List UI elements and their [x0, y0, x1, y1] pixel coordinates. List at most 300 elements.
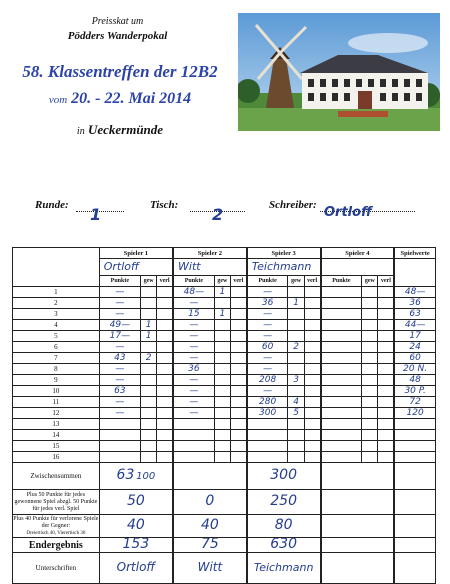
- won-cell[interactable]: [140, 452, 156, 463]
- won-cell[interactable]: [214, 353, 230, 364]
- lost-cell[interactable]: [304, 287, 320, 298]
- won-value: 5: [293, 407, 299, 418]
- won-cell[interactable]: [362, 298, 378, 309]
- lost-cell[interactable]: [157, 287, 173, 298]
- lost-cell[interactable]: [304, 353, 320, 364]
- plus50-cell[interactable]: [321, 490, 395, 515]
- player-name-cell[interactable]: [99, 259, 173, 276]
- points-cell[interactable]: [321, 309, 362, 320]
- lost-cell[interactable]: [378, 364, 394, 375]
- lost-cell[interactable]: [230, 331, 246, 342]
- points-cell[interactable]: [247, 452, 288, 463]
- points-cell[interactable]: [173, 441, 214, 452]
- zwischen-p1: 63: [116, 466, 135, 483]
- points-cell[interactable]: [321, 320, 362, 331]
- points-cell[interactable]: [247, 419, 288, 430]
- won-cell[interactable]: [214, 397, 230, 408]
- plus50-p3: 250: [270, 492, 297, 509]
- won-cell[interactable]: [362, 386, 378, 397]
- points-cell[interactable]: [173, 309, 214, 320]
- lost-cell[interactable]: [230, 430, 246, 441]
- lost-cell[interactable]: [230, 342, 246, 353]
- points-cell[interactable]: [321, 353, 362, 364]
- round-number: 10: [13, 386, 100, 397]
- points-header: Punkte: [99, 276, 140, 287]
- lost-cell[interactable]: [304, 331, 320, 342]
- won-cell[interactable]: [362, 430, 378, 441]
- points-cell[interactable]: [173, 397, 214, 408]
- spielwert-cell[interactable]: [394, 452, 435, 463]
- zwischen-cell[interactable]: [321, 463, 395, 490]
- won-cell[interactable]: [288, 353, 304, 364]
- lost-cell[interactable]: [378, 309, 394, 320]
- spielwert-cell[interactable]: [394, 309, 435, 320]
- zwischen-cell[interactable]: [247, 463, 321, 490]
- spielwerte-header: Spielwerte: [394, 248, 435, 259]
- spielwert-cell[interactable]: [394, 397, 435, 408]
- zwischen-p1b: 100: [136, 470, 156, 482]
- won-value: 1: [145, 330, 152, 341]
- points-cell[interactable]: [99, 309, 140, 320]
- lost-cell[interactable]: [304, 430, 320, 441]
- points-cell[interactable]: [321, 331, 362, 342]
- points-cell[interactable]: [99, 353, 140, 364]
- won-cell[interactable]: [288, 452, 304, 463]
- lost-cell[interactable]: [157, 441, 173, 452]
- points-cell[interactable]: [321, 287, 362, 298]
- points-header: Punkte: [321, 276, 362, 287]
- lost-cell[interactable]: [157, 353, 173, 364]
- game-row: [13, 298, 436, 309]
- won-cell[interactable]: [214, 441, 230, 452]
- plus40-cell[interactable]: [99, 515, 173, 538]
- won-cell[interactable]: [214, 408, 230, 419]
- lost-cell[interactable]: [304, 386, 320, 397]
- points-cell[interactable]: [247, 287, 288, 298]
- lost-cell[interactable]: [230, 287, 246, 298]
- points-cell[interactable]: [173, 353, 214, 364]
- round-number: 7: [13, 353, 100, 364]
- won-cell[interactable]: [362, 375, 378, 386]
- won-cell[interactable]: [140, 375, 156, 386]
- lost-cell[interactable]: [378, 287, 394, 298]
- points-cell[interactable]: [99, 342, 140, 353]
- lost-cell[interactable]: [157, 419, 173, 430]
- spielwert-cell[interactable]: [394, 320, 435, 331]
- points-cell[interactable]: [99, 408, 140, 419]
- won-cell[interactable]: [140, 298, 156, 309]
- lost-cell[interactable]: [230, 441, 246, 452]
- lost-cell[interactable]: [157, 452, 173, 463]
- lost-cell[interactable]: [378, 441, 394, 452]
- lost-cell[interactable]: [304, 452, 320, 463]
- points-cell[interactable]: [173, 375, 214, 386]
- points-cell[interactable]: [173, 452, 214, 463]
- points-cell[interactable]: [99, 386, 140, 397]
- points-cell[interactable]: [99, 320, 140, 331]
- game-row: [13, 309, 436, 320]
- end-cell[interactable]: [99, 538, 173, 553]
- points-cell[interactable]: [247, 298, 288, 309]
- points-cell[interactable]: [173, 298, 214, 309]
- lost-cell[interactable]: [378, 452, 394, 463]
- won-cell[interactable]: [288, 375, 304, 386]
- points-value: —: [115, 363, 125, 374]
- end-cell[interactable]: [173, 538, 247, 553]
- won-cell[interactable]: [214, 364, 230, 375]
- won-cell[interactable]: [362, 408, 378, 419]
- spielwert-cell[interactable]: [394, 353, 435, 364]
- points-cell[interactable]: [99, 331, 140, 342]
- points-cell[interactable]: [173, 430, 214, 441]
- won-header: gew: [288, 276, 304, 287]
- points-cell[interactable]: [99, 298, 140, 309]
- round-number: 14: [13, 430, 100, 441]
- lost-cell[interactable]: [230, 408, 246, 419]
- won-cell[interactable]: [288, 386, 304, 397]
- points-cell[interactable]: [321, 430, 362, 441]
- won-header: gew: [140, 276, 156, 287]
- lost-cell[interactable]: [230, 309, 246, 320]
- lost-cell[interactable]: [304, 408, 320, 419]
- points-value: —: [189, 341, 199, 352]
- points-cell[interactable]: [321, 419, 362, 430]
- points-cell[interactable]: [173, 320, 214, 331]
- lost-cell[interactable]: [157, 408, 173, 419]
- won-cell[interactable]: [362, 320, 378, 331]
- points-cell[interactable]: [321, 375, 362, 386]
- points-value: —: [115, 308, 125, 319]
- won-cell[interactable]: [288, 320, 304, 331]
- points-header: Punkte: [247, 276, 288, 287]
- won-cell[interactable]: [288, 342, 304, 353]
- points-cell[interactable]: [173, 287, 214, 298]
- points-cell[interactable]: [173, 364, 214, 375]
- points-value: —: [189, 352, 199, 363]
- won-cell[interactable]: [140, 320, 156, 331]
- won-cell[interactable]: [140, 441, 156, 452]
- won-cell[interactable]: [214, 298, 230, 309]
- points-cell[interactable]: [173, 408, 214, 419]
- sign-cell[interactable]: [173, 553, 247, 584]
- game-row: [13, 441, 436, 452]
- won-cell[interactable]: [362, 287, 378, 298]
- points-value: —: [115, 407, 125, 418]
- points-cell[interactable]: [173, 342, 214, 353]
- won-cell[interactable]: [140, 342, 156, 353]
- won-cell[interactable]: [288, 364, 304, 375]
- points-value: —: [189, 396, 199, 407]
- lost-cell[interactable]: [304, 375, 320, 386]
- lost-cell[interactable]: [378, 430, 394, 441]
- lost-cell[interactable]: [157, 430, 173, 441]
- won-cell[interactable]: [140, 397, 156, 408]
- lost-cell[interactable]: [304, 364, 320, 375]
- spielwert-value: 48—: [404, 286, 426, 297]
- lost-cell[interactable]: [378, 375, 394, 386]
- spielwert-value: 20 N.: [403, 363, 428, 374]
- points-cell[interactable]: [247, 320, 288, 331]
- won-value: 1: [293, 297, 299, 308]
- points-cell[interactable]: [99, 452, 140, 463]
- points-cell[interactable]: [247, 441, 288, 452]
- won-cell[interactable]: [362, 419, 378, 430]
- won-cell[interactable]: [288, 419, 304, 430]
- spielwert-cell[interactable]: [394, 408, 435, 419]
- lost-cell[interactable]: [157, 342, 173, 353]
- lost-cell[interactable]: [230, 386, 246, 397]
- won-cell[interactable]: [140, 353, 156, 364]
- won-cell[interactable]: [288, 397, 304, 408]
- player-name-cell[interactable]: [173, 259, 247, 276]
- won-cell[interactable]: [362, 331, 378, 342]
- won-cell[interactable]: [214, 309, 230, 320]
- won-cell[interactable]: [362, 364, 378, 375]
- plus50-p2: 0: [205, 492, 215, 509]
- points-cell[interactable]: [321, 364, 362, 375]
- points-cell[interactable]: [247, 397, 288, 408]
- table-value[interactable]: 2: [212, 205, 224, 224]
- zwischen-cell[interactable]: [173, 463, 247, 490]
- points-cell[interactable]: [173, 331, 214, 342]
- won-cell[interactable]: [362, 353, 378, 364]
- points-cell[interactable]: [321, 441, 362, 452]
- points-cell[interactable]: [99, 430, 140, 441]
- lost-cell[interactable]: [230, 353, 246, 364]
- points-value: 300: [259, 407, 277, 418]
- plus40-p1: 40: [126, 516, 145, 533]
- lost-cell[interactable]: [378, 397, 394, 408]
- lost-cell[interactable]: [157, 298, 173, 309]
- points-cell[interactable]: [247, 342, 288, 353]
- won-cell[interactable]: [288, 309, 304, 320]
- lost-cell[interactable]: [304, 342, 320, 353]
- spielwert-cell[interactable]: [394, 287, 435, 298]
- points-header: Punkte: [173, 276, 214, 287]
- lost-cell[interactable]: [230, 375, 246, 386]
- player-header: Spieler 2: [173, 248, 247, 259]
- spielwert-value: 44—: [404, 319, 426, 330]
- won-cell[interactable]: [140, 430, 156, 441]
- round-value[interactable]: 1: [90, 205, 102, 224]
- lost-cell[interactable]: [230, 452, 246, 463]
- won-cell[interactable]: [140, 309, 156, 320]
- round-number: 11: [13, 397, 100, 408]
- round-number: 6: [13, 342, 100, 353]
- lost-cell[interactable]: [378, 353, 394, 364]
- won-cell[interactable]: [288, 298, 304, 309]
- player-header: Spieler 4: [321, 248, 395, 259]
- points-value: —: [115, 374, 125, 385]
- won-cell[interactable]: [214, 320, 230, 331]
- won-cell[interactable]: [214, 419, 230, 430]
- won-cell[interactable]: [362, 342, 378, 353]
- points-value: —: [115, 297, 125, 308]
- won-cell[interactable]: [362, 397, 378, 408]
- spielwerte-blank: [394, 259, 435, 287]
- dates-value: 20. - 22. Mai 2014: [71, 90, 192, 107]
- won-cell[interactable]: [140, 386, 156, 397]
- lost-cell[interactable]: [378, 419, 394, 430]
- end-cell[interactable]: [247, 538, 321, 553]
- plus50-cell[interactable]: [173, 490, 247, 515]
- windmill-hotel-photo: [238, 13, 440, 131]
- round-number: 5: [13, 331, 100, 342]
- spielwert-value: 24: [409, 341, 421, 352]
- spielwert-cell[interactable]: [394, 441, 435, 452]
- plus40-p3: 80: [274, 516, 293, 533]
- spielwert-cell[interactable]: [394, 298, 435, 309]
- lost-cell[interactable]: [304, 309, 320, 320]
- game-row: [13, 320, 436, 331]
- game-row: [13, 287, 436, 298]
- points-cell[interactable]: [247, 309, 288, 320]
- won-cell[interactable]: [288, 441, 304, 452]
- lost-cell[interactable]: [230, 397, 246, 408]
- lost-cell[interactable]: [157, 364, 173, 375]
- points-value: 36: [188, 363, 200, 374]
- lost-cell[interactable]: [304, 441, 320, 452]
- points-cell[interactable]: [321, 342, 362, 353]
- won-cell[interactable]: [214, 452, 230, 463]
- points-cell[interactable]: [321, 386, 362, 397]
- event-dates: [0, 90, 240, 108]
- plus50-cell[interactable]: [99, 490, 173, 515]
- plus40-cell[interactable]: [321, 515, 395, 538]
- player-name-cell[interactable]: [321, 259, 395, 276]
- points-cell[interactable]: [321, 397, 362, 408]
- lost-cell[interactable]: [230, 364, 246, 375]
- end-cell[interactable]: [321, 538, 395, 553]
- won-cell[interactable]: [288, 430, 304, 441]
- table-label: Tisch:: [150, 199, 179, 211]
- points-cell[interactable]: [247, 364, 288, 375]
- won-cell[interactable]: [214, 430, 230, 441]
- points-cell[interactable]: [99, 419, 140, 430]
- spielwert-cell[interactable]: [394, 342, 435, 353]
- points-cell[interactable]: [99, 441, 140, 452]
- points-value: 49—: [109, 319, 131, 330]
- plus50-cell[interactable]: [247, 490, 321, 515]
- lost-cell[interactable]: [378, 331, 394, 342]
- zwischen-cell[interactable]: [99, 463, 173, 490]
- won-cell[interactable]: [140, 419, 156, 430]
- plus40-p2: 40: [200, 516, 219, 533]
- points-cell[interactable]: [247, 430, 288, 441]
- plus40-cell[interactable]: [247, 515, 321, 538]
- sign-cell[interactable]: [99, 553, 173, 584]
- lost-cell[interactable]: [304, 419, 320, 430]
- player-header: Spieler 3: [247, 248, 321, 259]
- game-row: [13, 452, 436, 463]
- spielwert-cell[interactable]: [394, 364, 435, 375]
- points-cell[interactable]: [247, 408, 288, 419]
- writer-value[interactable]: Ortloff: [324, 205, 372, 220]
- lost-cell[interactable]: [157, 309, 173, 320]
- points-cell[interactable]: [173, 386, 214, 397]
- lost-cell[interactable]: [304, 298, 320, 309]
- won-cell[interactable]: [362, 309, 378, 320]
- points-cell[interactable]: [321, 408, 362, 419]
- won-cell[interactable]: [140, 287, 156, 298]
- lost-cell[interactable]: [378, 342, 394, 353]
- won-cell[interactable]: [140, 364, 156, 375]
- lost-cell[interactable]: [157, 386, 173, 397]
- sign-cell[interactable]: [247, 553, 321, 584]
- won-cell[interactable]: [214, 386, 230, 397]
- won-cell[interactable]: [288, 331, 304, 342]
- game-row: [13, 375, 436, 386]
- points-cell[interactable]: [321, 298, 362, 309]
- plus40-cell[interactable]: [173, 515, 247, 538]
- spielwert-value: 17: [409, 330, 421, 341]
- points-value: 208: [259, 374, 277, 385]
- points-cell[interactable]: [99, 364, 140, 375]
- points-value: —: [263, 319, 273, 330]
- won-cell[interactable]: [288, 287, 304, 298]
- lost-header: verl: [378, 276, 394, 287]
- points-cell[interactable]: [247, 386, 288, 397]
- lost-cell[interactable]: [378, 320, 394, 331]
- points-cell[interactable]: [247, 331, 288, 342]
- corner-cell: [13, 248, 100, 287]
- round-line: [76, 205, 124, 224]
- won-cell[interactable]: [214, 331, 230, 342]
- lost-cell[interactable]: [230, 419, 246, 430]
- points-cell[interactable]: [99, 287, 140, 298]
- player-name: Ortloff: [103, 259, 139, 273]
- won-cell[interactable]: [140, 408, 156, 419]
- sign-cell[interactable]: [321, 553, 395, 584]
- lost-cell[interactable]: [304, 397, 320, 408]
- lost-cell[interactable]: [230, 298, 246, 309]
- lost-cell[interactable]: [378, 386, 394, 397]
- won-cell[interactable]: [214, 342, 230, 353]
- points-cell[interactable]: [247, 375, 288, 386]
- end-p2: 75: [200, 537, 219, 552]
- spielwert-cell[interactable]: [394, 419, 435, 430]
- lost-cell[interactable]: [157, 331, 173, 342]
- won-cell[interactable]: [288, 408, 304, 419]
- points-cell[interactable]: [321, 452, 362, 463]
- spielwert-cell[interactable]: [394, 331, 435, 342]
- round-label: Runde:: [35, 199, 69, 211]
- lost-cell[interactable]: [230, 320, 246, 331]
- spielwert-cell[interactable]: [394, 375, 435, 386]
- lost-cell[interactable]: [157, 320, 173, 331]
- game-row: [13, 331, 436, 342]
- won-cell[interactable]: [140, 331, 156, 342]
- player-name-cell[interactable]: [247, 259, 321, 276]
- won-cell[interactable]: [214, 375, 230, 386]
- zwischen-p3: 300: [270, 466, 297, 483]
- points-cell[interactable]: [247, 353, 288, 364]
- won-cell[interactable]: [214, 287, 230, 298]
- spielwert-cell[interactable]: [394, 386, 435, 397]
- lost-cell[interactable]: [157, 375, 173, 386]
- lost-cell[interactable]: [378, 408, 394, 419]
- lost-cell[interactable]: [157, 397, 173, 408]
- lost-cell[interactable]: [378, 298, 394, 309]
- lost-cell[interactable]: [304, 320, 320, 331]
- points-value: —: [189, 374, 199, 385]
- points-cell[interactable]: [99, 397, 140, 408]
- points-cell[interactable]: [99, 375, 140, 386]
- won-cell[interactable]: [362, 452, 378, 463]
- won-cell[interactable]: [362, 441, 378, 452]
- points-cell[interactable]: [173, 419, 214, 430]
- spielwert-cell[interactable]: [394, 430, 435, 441]
